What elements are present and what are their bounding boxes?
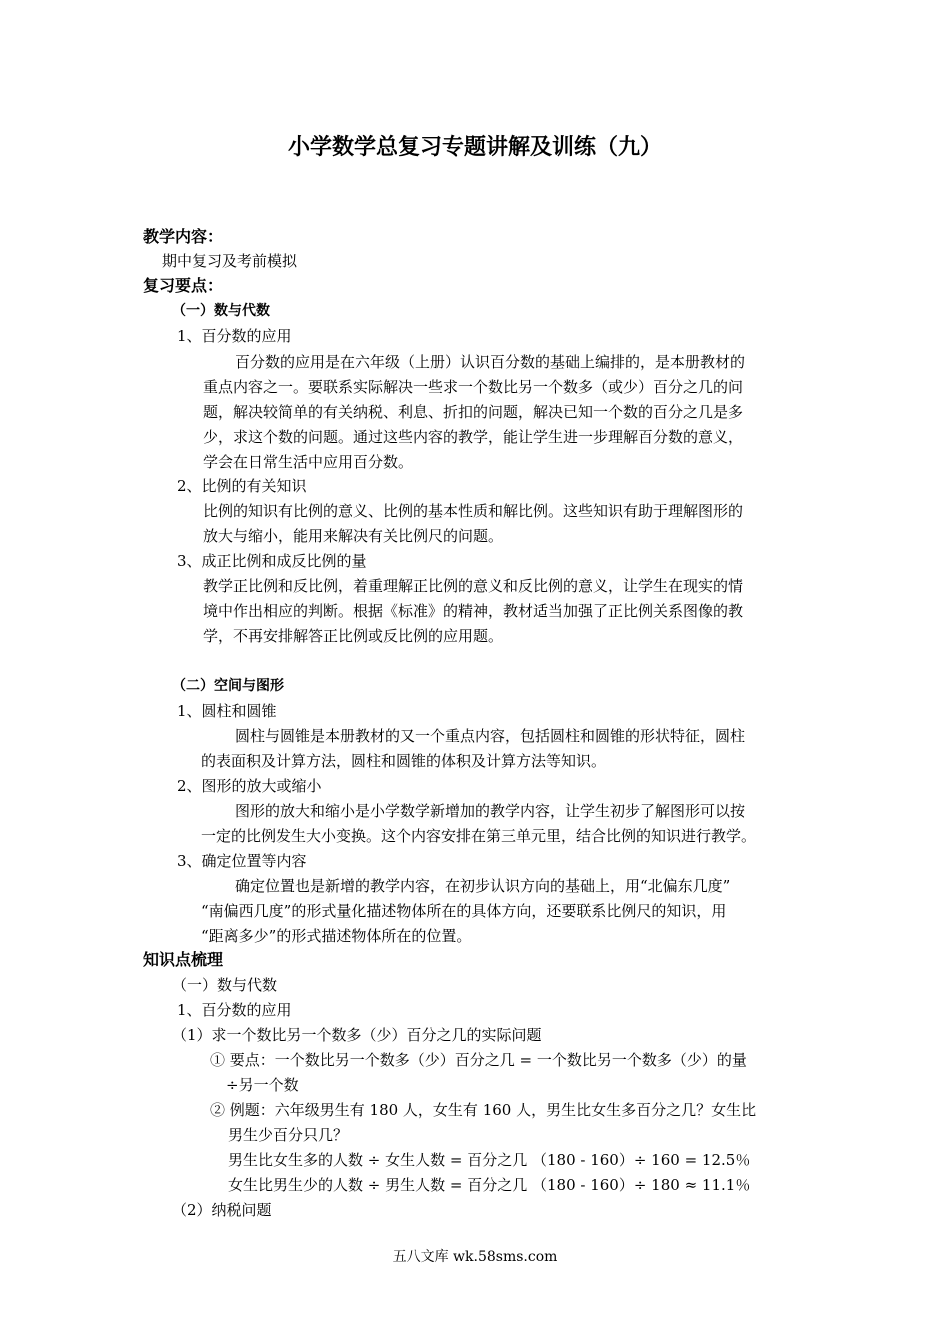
item-title: 2、图形的放大或缩小 — [177, 777, 322, 795]
paragraph-line: 比例的知识有比例的意义、比例的基本性质和解比例。这些知识有助于理解图形的 — [203, 502, 744, 520]
section-heading-space-shape: （二）空间与图形 — [172, 678, 284, 694]
page-title: 小学数学总复习专题讲解及训练（九） — [287, 135, 662, 160]
paragraph-line: 学会在日常生活中应用百分数。 — [203, 453, 414, 471]
calculation-line: 男生比女生多的人数 ÷ 女生人数 = 百分之几 （180 - 160）÷ 160 = 12.5％ — [228, 1151, 751, 1169]
key-point-line: ① 要点：一个数比另一个数多（少）百分之几 = 一个数比另一个数多（少）的量 — [210, 1051, 747, 1069]
example-line: 男生少百分只几？ — [228, 1126, 349, 1144]
paragraph-line: 教学正比例和反比例，着重理解正比例的意义和反比例的意义，让学生在现实的情 — [203, 577, 744, 595]
item-title: 3、确定位置等内容 — [177, 852, 307, 870]
review-points-heading: 复习要点： — [143, 276, 224, 295]
teaching-content-text: 期中复习及考前模拟 — [162, 252, 298, 270]
question-heading: （1）求一个数比另一个数多（少）百分之几的实际问题 — [172, 1026, 542, 1044]
calculation-line: 女生比男生少的人数 ÷ 男生人数 = 百分之几 （180 - 160）÷ 180 ≈ 11.1％ — [228, 1176, 751, 1194]
paragraph-line: 百分数的应用是在六年级（上册）认识百分数的基础上编排的，是本册教材的 — [235, 353, 746, 371]
paragraph-line: 学，不再安排解答正比例或反比例的应用题。 — [203, 627, 504, 645]
knowledge-heading: 知识点梳理 — [143, 950, 224, 969]
key-point-line: ÷另一个数 — [226, 1076, 299, 1094]
paragraph-line: 境中作出相应的判断。根据《标准》的精神，教材适当加强了正比例关系图像的教 — [203, 602, 744, 620]
paragraph-line: 确定位置也是新增的教学内容，在初步认识方向的基础上，用“北偏东几度” — [235, 877, 731, 895]
item-title: 1、圆柱和圆锥 — [177, 702, 277, 720]
example-line: ② 例题：六年级男生有 180 人，女生有 160 人，男生比女生多百分之几？女生比 — [210, 1101, 757, 1119]
paragraph-line: “南偏西几度”的形式量化描述物体所在的具体方向，还要联系比例尺的知识，用 — [201, 902, 727, 920]
paragraph-line: 题，解决较简单的有关纳税、利息、折扣的问题，解决已知一个数的百分之几是多 — [203, 403, 744, 421]
paragraph-line: 一定的比例发生大小变换。这个内容安排在第三单元里，结合比例的知识进行教学。 — [201, 827, 757, 845]
paragraph-line: 少，求这个数的问题。通过这些内容的教学，能让学生进一步理解百分数的意义， — [203, 428, 744, 446]
teaching-content-heading: 教学内容： — [143, 227, 224, 246]
question-heading: （2）纳税问题 — [172, 1201, 272, 1219]
paragraph-line: 圆柱与圆锥是本册教材的又一个重点内容，包括圆柱和圆锥的形状特征，圆柱 — [235, 727, 746, 745]
section-heading-number-algebra: （一）数与代数 — [172, 303, 270, 319]
paragraph-line: 重点内容之一。要联系实际解决一些求一个数比另一个数多（或少）百分之几的问 — [203, 378, 744, 396]
footer-watermark: 五八文库 wk.58sms.com — [392, 1249, 558, 1265]
item-title: 1、百分数的应用 — [177, 327, 292, 345]
paragraph-line: “距离多少”的形式描述物体所在的位置。 — [201, 927, 472, 945]
knowledge-item-title: 1、百分数的应用 — [177, 1001, 292, 1019]
paragraph-line: 的表面积及计算方法，圆柱和圆锥的体积及计算方法等知识。 — [201, 752, 607, 770]
paragraph-line: 放大与缩小，能用来解决有关比例尺的问题。 — [203, 527, 504, 545]
knowledge-subheading: （一）数与代数 — [172, 976, 278, 994]
paragraph-line: 图形的放大和缩小是小学数学新增加的教学内容，让学生初步了解图形可以按 — [235, 802, 746, 820]
item-title: 2、比例的有关知识 — [177, 477, 307, 495]
item-title: 3、成正比例和成反比例的量 — [177, 552, 367, 570]
